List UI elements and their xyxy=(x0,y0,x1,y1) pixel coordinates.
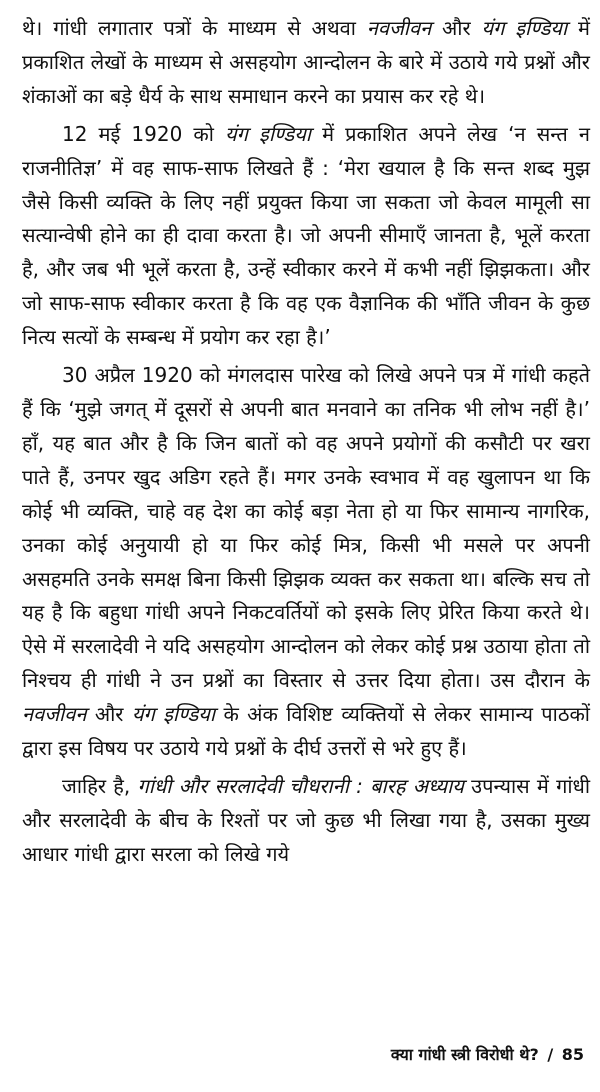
text-run: जाहिर है, xyxy=(62,773,138,798)
body-text xyxy=(22,12,590,872)
text-run: उपन्यास में गांधी और सरलादेवी के बीच के रिश्तों पर जो कुछ भी लिखा गया है, उसका मुख्य आधार गांधी द्वारा सरला को लिखे गये xyxy=(22,773,590,866)
italic-title-run: यंग इण्डिया xyxy=(225,121,311,146)
italic-title-run: नवजीवन xyxy=(22,702,87,727)
text-run: 12 मई 1920 को xyxy=(62,121,226,146)
italic-title-run: गांधी और सरलादेवी चौधरानी : बारह अध्याय xyxy=(137,773,464,798)
text-run: और xyxy=(431,16,482,40)
paragraph xyxy=(22,12,590,114)
text-run: के अंक विशिष्ट व्यक्तियों से लेकर सामान्य पाठकों द्वारा इस विषय पर उठाये गये प्रश्नों के दीर्घ उत्तरों से भरे हुए हैं। xyxy=(22,702,590,761)
page-number: 85 xyxy=(561,1045,584,1065)
text-run: में प्रकाशित अपने लेख ‘न सन्त न राजनीतिज्ञ’ में वह साफ-साफ लिखते हैं : ‘मेरा खयाल है कि सन्त शब्द मुझ जैसे किसी व्यक्ति के लिए नहीं प्रयुक्त किया जा सकता जो केवल मामूली सा सत्यान्वेषी होने का ही दावा करता है। जो अपनी सीमाएँ जानता है, भूलें करता है, और जब भी भूलें करता है, उन्हें स्वीकार करने में कभी नहीं झिझकता। और जो साफ-साफ स्वीकार करता है कि वह एक वैज्ञानिक की भाँति जीवन के कुछ नित्य सत्यों के सम्बन्ध में प्रयोग कर रहा है।’ xyxy=(22,121,590,350)
italic-title-run: यंग इण्डिया xyxy=(481,16,568,40)
paragraph xyxy=(22,118,590,355)
footer-separator: / xyxy=(547,1045,554,1065)
italic-title-run: यंग इण्डिया xyxy=(131,702,216,727)
italic-title-run: नवजीवन xyxy=(366,16,432,40)
text-run: और xyxy=(86,702,132,727)
running-title: क्या गांधी स्त्री विरोधी थे? xyxy=(390,1045,539,1065)
text-run: 30 अप्रैल 1920 को मंगलदास पारेख को लिखे अपने पत्र में गांधी कहते हैं कि ‘मुझे जगत् में दूसरों से अपनी बात मनवाने का तनिक भी लोभ नहीं है।’ हाँ, यह बात और है कि जिन बातों को वह अपने प्रयोगों की कसौटी पर खरा पाते हैं, उनपर खुद अडिग रहते हैं। मगर उनके स्वभाव में वह खुलापन था कि कोई भी व्यक्ति, चाहे वह देश का कोई बड़ा नेता हो या फिर सामान्य नागरिक, उनका कोई अनुयायी हो या फिर कोई मित्र, किसी भी मसले पर अपनी असहमति उनके समक्ष बिना किसी झिझक व्यक्त कर सकता था। बल्कि सच तो यह है कि बहुधा गांधी अपने निकटवर्तियों को इसके लिए प्रेरित किया करते थे। ऐसे में सरलादेवी ने यदि असहयोग आन्दोलन को लेकर कोई प्रश्न उठाया होता तो निश्चय ही गांधी ने उन प्रश्नों का विस्तार से उत्तर दिया होता। उस दौरान के xyxy=(22,363,590,693)
paragraph xyxy=(22,359,590,766)
text-run: में प्रकाशित लेखों के माध्यम से असहयोग आन्दोलन के बारे में उठाये गये प्रश्नों और शंकाओं का बड़े धैर्य के साथ समाधान करने का प्रयास कर रहे थे। xyxy=(22,16,590,108)
page-footer xyxy=(391,1038,584,1072)
text-run: थे। गांधी लगातार पत्रों के माध्यम से अथवा xyxy=(22,16,367,40)
paragraph xyxy=(22,770,590,872)
